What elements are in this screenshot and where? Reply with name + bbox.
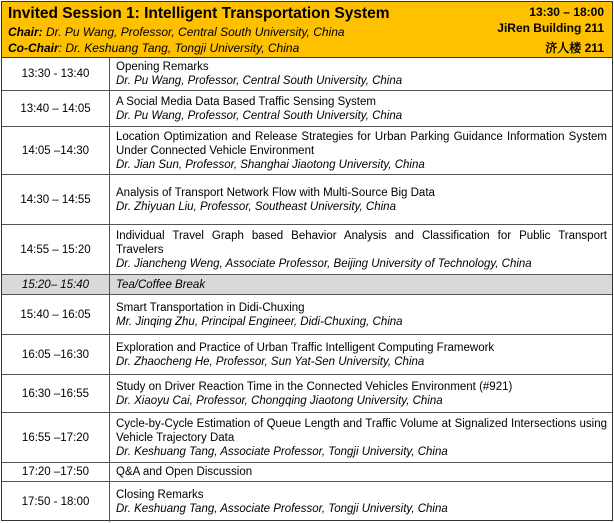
table-row — [2, 58, 612, 91]
talk-title: Exploration and Practice of Urban Traffic Intelligent Computing Framework — [116, 341, 495, 354]
talk-title: Q&A and Open Discussion — [116, 466, 253, 478]
table-row — [2, 91, 612, 127]
speaker: Mr. Jinqing Zhu, Principal Engineer, Didi-Chuxing, China — [116, 315, 403, 328]
chair-label: Chair: — [8, 25, 43, 39]
talk-cell — [110, 175, 613, 225]
time-slot: 16:30 –16:55 — [2, 375, 110, 413]
session-time: 13:30 – 18:00 — [529, 5, 604, 19]
time-slot: 17:20 –17:50 — [2, 463, 110, 482]
session-schedule — [1, 1, 613, 521]
talk-cell — [110, 335, 613, 375]
cochair-line — [8, 41, 299, 55]
table-row — [2, 413, 612, 463]
speaker: Dr. Xiaoyu Cai, Professor, Chongqing Jiaotong University, China — [116, 394, 443, 407]
table-row — [2, 295, 612, 335]
time-slot: 14:55 – 15:20 — [2, 225, 110, 275]
talk-title: Location Optimization and Release Strategies for Urban Parking Guidance Information System Under Connected Vehicle Environment — [116, 130, 607, 157]
speaker: Dr. Keshuang Tang, Associate Professor, Tongji University, China — [116, 445, 448, 458]
speaker: Dr. Pu Wang, Professor, Central South University, China — [116, 109, 403, 122]
talk-title: Cycle-by-Cycle Estimation of Queue Length and Traffic Volume at Signalized Intersections using Vehicle Trajectory Data — [116, 417, 607, 444]
talk-cell — [110, 375, 613, 413]
break-row — [2, 275, 612, 295]
table-row — [2, 225, 612, 275]
speaker: Dr. Jiancheng Weng, Associate Professor, Beijing University of Technology, China — [116, 257, 532, 270]
talk-cell — [110, 275, 613, 295]
talk-title: A Social Media Data Based Traffic Sensing System — [116, 95, 376, 108]
time-slot: 14:05 –14:30 — [2, 127, 110, 175]
time-slot: 13:30 - 13:40 — [2, 58, 110, 91]
talk-title: Closing Remarks — [116, 488, 204, 501]
talk-title: Smart Transportation in Didi-Chuxing — [116, 301, 305, 314]
session-room: JiRen Building 211 — [497, 21, 604, 35]
table-row — [2, 335, 612, 375]
time-slot: 15:20– 15:40 — [2, 275, 110, 295]
chair-line — [8, 25, 345, 39]
talk-cell — [110, 413, 613, 463]
talk-cell — [110, 91, 613, 127]
time-slot: 14:30 – 14:55 — [2, 175, 110, 225]
session-header — [2, 2, 612, 58]
table-row — [2, 463, 612, 482]
table-row — [2, 175, 612, 225]
time-slot: 17:50 - 18:00 — [2, 482, 110, 522]
talk-cell — [110, 58, 613, 91]
session-title: Invited Session 1: Intelligent Transportation System — [8, 5, 390, 22]
table-row — [2, 127, 612, 175]
time-slot: 16:55 –17:20 — [2, 413, 110, 463]
talk-cell — [110, 463, 613, 482]
speaker: Dr. Jian Sun, Professor, Shanghai Jiaotong University, China — [116, 158, 425, 171]
talk-cell — [110, 295, 613, 335]
talk-title: Tea/Coffee Break — [116, 278, 206, 291]
session-room-cn: 济人楼 211 — [545, 41, 604, 55]
cochair-label: Co-Chair — [8, 41, 59, 55]
talk-cell — [110, 482, 613, 522]
schedule-table — [2, 58, 612, 522]
talk-title: Analysis of Transport Network Flow with Multi-Source Big Data — [116, 186, 435, 199]
talk-cell — [110, 127, 613, 175]
cochair-value: : Dr. Keshuang Tang, Tongji University, China — [58, 41, 300, 55]
talk-title: Individual Travel Graph based Behavior Analysis and Classification for Public Transport Travelers — [116, 229, 607, 256]
time-slot: 13:40 – 14:05 — [2, 91, 110, 127]
table-row — [2, 375, 612, 413]
schedule-rows — [2, 58, 612, 522]
table-row — [2, 482, 612, 522]
talk-title: Study on Driver Reaction Time in the Connected Vehicles Environment (#921) — [116, 380, 513, 393]
speaker: Dr. Pu Wang, Professor, Central South University, China — [116, 75, 403, 87]
chair-value: Dr. Pu Wang, Professor, Central South University, China — [42, 25, 345, 39]
speaker: Dr. Zhiyuan Liu, Professor, Southeast University, China — [116, 200, 396, 213]
speaker: Dr. Keshuang Tang, Associate Professor, Tongji University, China — [116, 502, 448, 515]
time-slot: 15:40 – 16:05 — [2, 295, 110, 335]
speaker: Dr. Zhaocheng He, Professor, Sun Yat-Sen University, China — [116, 355, 425, 368]
talk-title: Opening Remarks — [116, 61, 209, 73]
time-slot: 16:05 –16:30 — [2, 335, 110, 375]
talk-cell — [110, 225, 613, 275]
